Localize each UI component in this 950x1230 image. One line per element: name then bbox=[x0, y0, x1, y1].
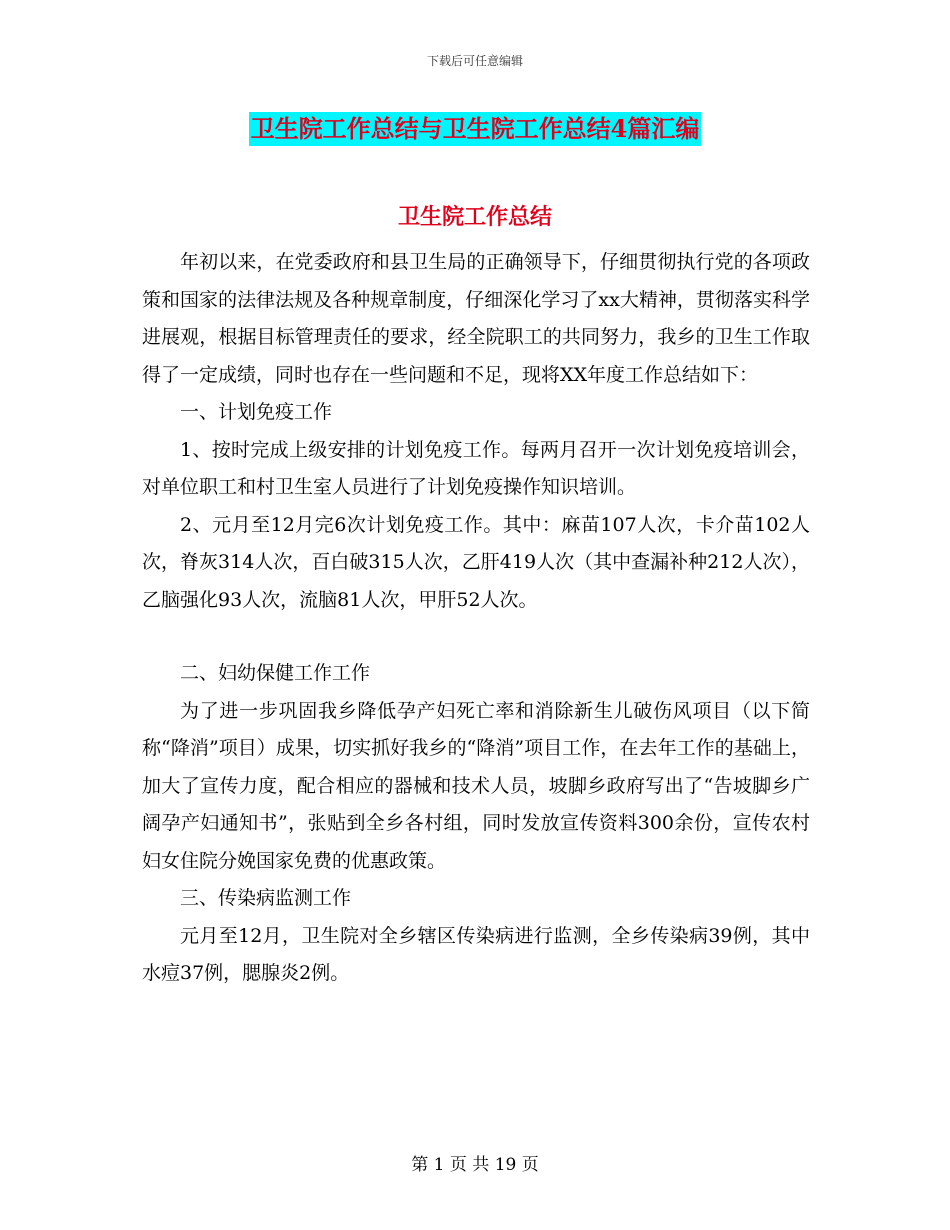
heading-immunization: 一、计划免疫工作 bbox=[180, 401, 333, 423]
document-title-text: 卫生院工作总结与卫生院工作总结4篇汇编 bbox=[249, 112, 702, 146]
paragraph-immunization-1: 1、按时完成上级安排的计划免疫工作。每两月召开一次计划免疫培训会，对单位职工和村卫生室人员进行了计划免疫操作知识培训。 bbox=[142, 438, 810, 498]
paragraph-spacer bbox=[142, 619, 810, 655]
paragraph-immunization-2: 2、元月至12月完6次计划免疫工作。其中：麻苗107人次，卡介苗102人次，脊灰314人次，百白破315人次，乙肝419人次（其中查漏补种212人次），乙脑强化93人次，流脑81人次，甲肝52人次。 bbox=[142, 513, 810, 611]
paragraph-maternal-child-health: 为了进一步巩固我乡降低孕产妇死亡率和消除新生儿破伤风项目（以下简称“降消”项目）成果，切实抓好我乡的“降消”项目工作，在去年工作的基础上，加大了宣传力度，配合相应的器械和技术人员，坡脚乡政府写出了“告坡脚乡广阔孕产妇通知书”，张贴到全乡各村组，同时发放宣传资料300余份，宣传农村妇女住院分娩国家免费的优惠政策。 bbox=[142, 699, 810, 872]
paragraph-intro: 年初以来，在党委政府和县卫生局的正确领导下，仔细贯彻执行党的各项政策和国家的法律法规及各种规章制度，仔细深化学习了xx大精神，贯彻落实科学进展观，根据目标管理责任的要求，经全院职工的共同努力，我乡的卫生工作取得了一定成绩，同时也存在一些问题和不足，现将XX年度工作总结如下： bbox=[142, 251, 810, 386]
paragraph-infectious-disease: 元月至12月，卫生院对全乡辖区传染病进行监测，全乡传染病39例，其中水痘37例，腮腺炎2例。 bbox=[142, 924, 810, 984]
document-body bbox=[142, 244, 810, 993]
document-title bbox=[0, 112, 950, 149]
heading-maternal-child-health: 二、妇幼保健工作工作 bbox=[180, 662, 371, 684]
section-title: 卫生院工作总结 bbox=[397, 204, 552, 230]
page-footer: 第 1 页 共 19 页 bbox=[411, 1155, 539, 1175]
heading-infectious-disease: 三、传染病监测工作 bbox=[180, 887, 352, 909]
header-note: 下载后可任意编辑 bbox=[426, 54, 523, 68]
